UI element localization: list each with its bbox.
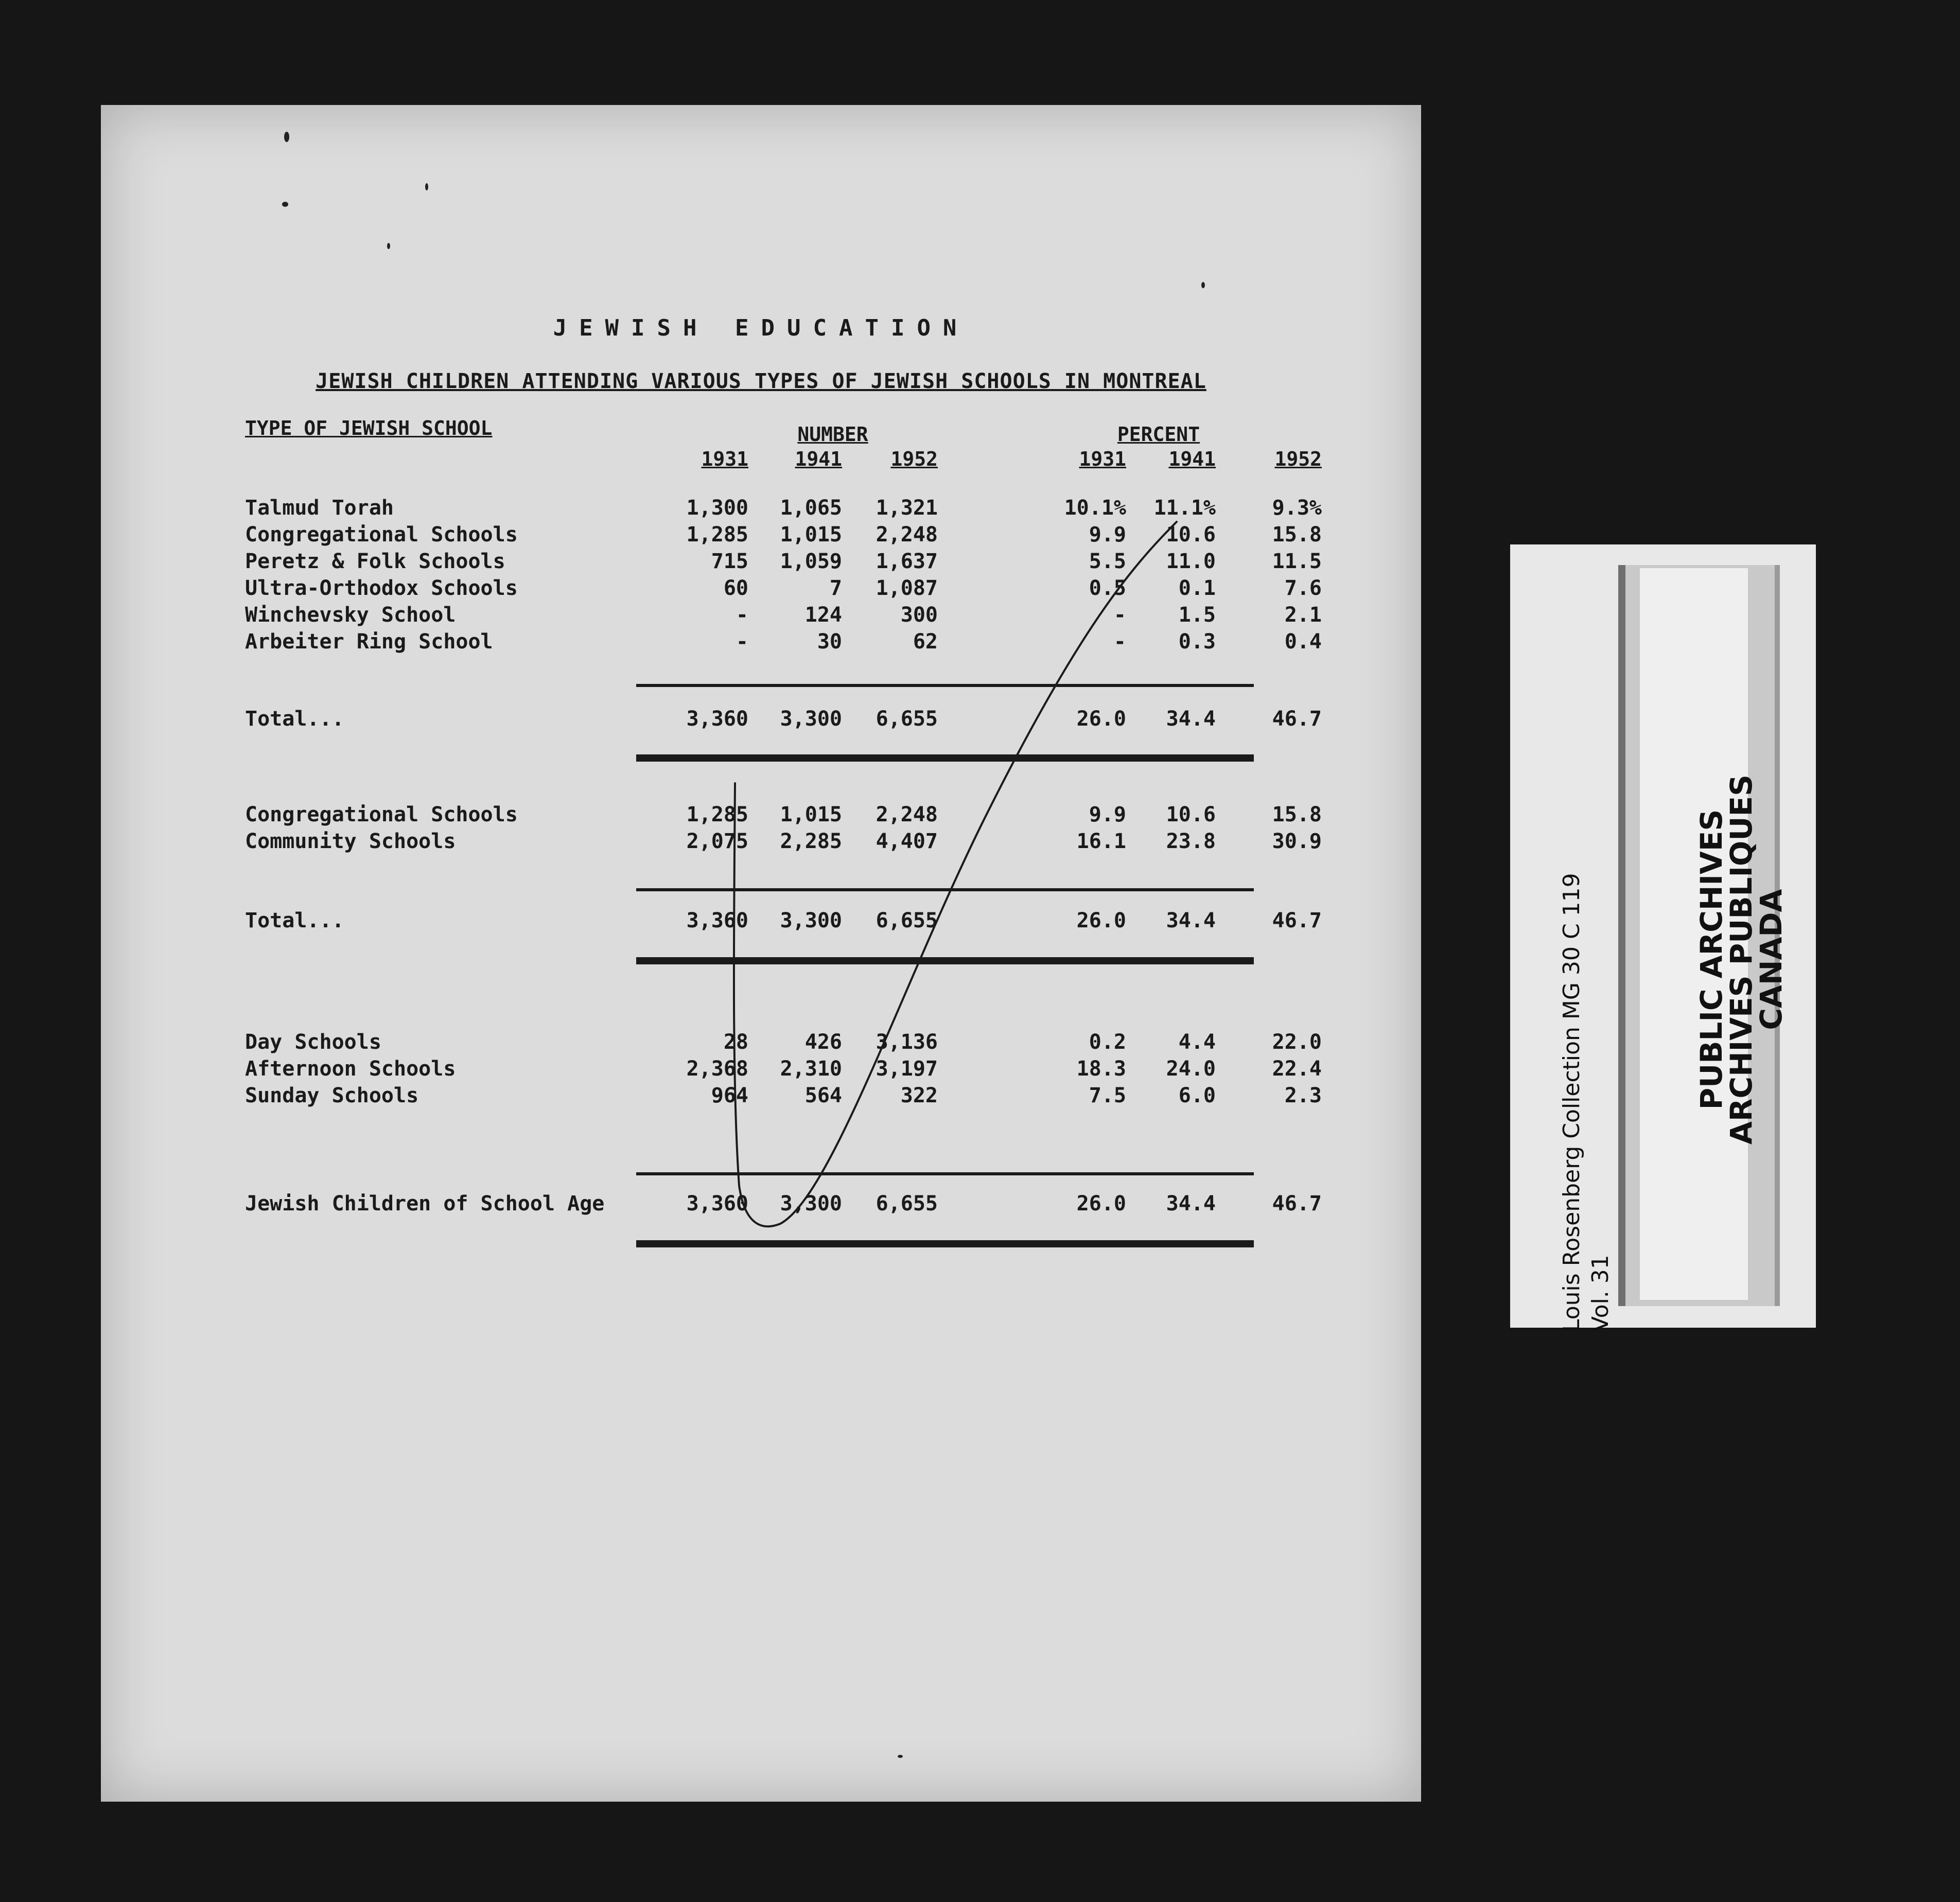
ink-speck xyxy=(387,243,390,249)
document-subtitle: JEWISH CHILDREN ATTENDING VARIOUS TYPES OF JEWISH SCHOOLS IN MONTREAL xyxy=(316,369,1206,393)
number-1941: 2,285 xyxy=(780,830,842,853)
percent-1941: 0.3 xyxy=(1178,630,1216,654)
table-row xyxy=(101,523,1421,549)
row-label: Jewish Children of School Age xyxy=(245,1192,605,1216)
number-1941: 1,015 xyxy=(780,803,842,826)
table-row xyxy=(101,576,1421,602)
ink-speck xyxy=(282,202,288,207)
number-1952: 1,637 xyxy=(876,550,938,573)
number-1952: 3,197 xyxy=(876,1057,938,1081)
number-1941: 2,310 xyxy=(780,1057,842,1081)
rule-line xyxy=(636,684,1254,687)
table-row xyxy=(101,496,1421,522)
percent-1952: 30.9 xyxy=(1272,830,1322,853)
number-1931: 964 xyxy=(711,1084,748,1107)
percent-1941: 34.4 xyxy=(1166,909,1216,932)
number-1931: 1,300 xyxy=(686,496,748,520)
percent-1941: 4.4 xyxy=(1178,1030,1216,1054)
number-1952: 6,655 xyxy=(876,707,938,731)
year-header-percent-1952: 1952 xyxy=(1274,448,1322,470)
percent-1941: 0.1 xyxy=(1178,576,1216,600)
row-label: Afternoon Schools xyxy=(245,1057,456,1081)
number-1931: - xyxy=(736,630,748,654)
number-1931: 1,285 xyxy=(686,523,748,547)
number-1941: 1,065 xyxy=(780,496,842,520)
percent-1952: 22.0 xyxy=(1272,1030,1322,1054)
number-1941: 7 xyxy=(829,576,842,600)
number-1952: 300 xyxy=(900,603,938,627)
percent-1941: 34.4 xyxy=(1166,707,1216,731)
percent-group-header: PERCENT xyxy=(1117,423,1200,446)
percent-1952: 7.6 xyxy=(1284,576,1322,600)
year-header-number-1931: 1931 xyxy=(701,448,748,470)
number-1941: 3,300 xyxy=(780,707,842,731)
document-page xyxy=(101,105,1421,1802)
table-row xyxy=(101,603,1421,629)
number-1931: 2,368 xyxy=(686,1057,748,1081)
double-rule-line xyxy=(636,754,1254,762)
percent-1952: 11.5 xyxy=(1272,550,1322,573)
number-1941: 3,300 xyxy=(780,1192,842,1216)
number-1941: 564 xyxy=(804,1084,842,1107)
row-label: Congregational Schools xyxy=(245,803,518,826)
number-group-header: NUMBER xyxy=(797,423,868,446)
percent-1931: - xyxy=(1113,630,1126,654)
pen-check-mark xyxy=(101,105,1421,1802)
row-label: Congregational Schools xyxy=(245,523,518,547)
percent-1941: 10.6 xyxy=(1166,803,1216,826)
table-row xyxy=(101,550,1421,575)
percent-1952: 15.8 xyxy=(1272,803,1322,826)
archive-stamp xyxy=(1694,774,1789,1144)
row-label: Sunday Schools xyxy=(245,1084,419,1107)
year-header-number-1941: 1941 xyxy=(795,448,842,470)
percent-1931: 26.0 xyxy=(1076,707,1126,731)
percent-1941: 10.6 xyxy=(1166,523,1216,547)
percent-1952: 15.8 xyxy=(1272,523,1322,547)
number-1952: 1,087 xyxy=(876,576,938,600)
percent-1952: 46.7 xyxy=(1272,1192,1322,1216)
row-label: Day Schools xyxy=(245,1030,381,1054)
row-label: Talmud Torah xyxy=(245,496,394,520)
percent-1931: 18.3 xyxy=(1076,1057,1126,1081)
number-1931: 60 xyxy=(723,576,748,600)
percent-1952: 46.7 xyxy=(1272,909,1322,932)
percent-1931: 0.2 xyxy=(1089,1030,1126,1054)
number-1931: 28 xyxy=(723,1030,748,1054)
percent-1941: 11.1% xyxy=(1153,496,1216,520)
percent-1952: 9.3% xyxy=(1272,496,1322,520)
percent-1941: 24.0 xyxy=(1166,1057,1216,1081)
percent-1931: 26.0 xyxy=(1076,909,1126,932)
number-1941: 124 xyxy=(804,603,842,627)
percent-1941: 6.0 xyxy=(1178,1084,1216,1107)
table-row xyxy=(101,1084,1421,1110)
percent-1941: 34.4 xyxy=(1166,1192,1216,1216)
number-1931: 3,360 xyxy=(686,1192,748,1216)
document-title: JEWISH EDUCATION xyxy=(553,315,969,341)
table-row xyxy=(101,1057,1421,1083)
stamp-line: ARCHIVES PUBLIQUES xyxy=(1724,774,1759,1144)
table-row xyxy=(101,630,1421,656)
collection-line: Louis Rosenberg Collection MG 30 C 119 xyxy=(1559,873,1585,1332)
stamp-line: PUBLIC ARCHIVES xyxy=(1694,809,1729,1110)
ink-speck xyxy=(1201,282,1205,288)
percent-1941: 1.5 xyxy=(1178,603,1216,627)
number-1952: 3,136 xyxy=(876,1030,938,1054)
number-1952: 4,407 xyxy=(876,830,938,853)
number-1952: 62 xyxy=(913,630,938,654)
archive-stamp-panel xyxy=(1640,568,1789,1300)
double-rule-line xyxy=(636,1240,1254,1247)
year-header-percent-1931: 1931 xyxy=(1079,448,1126,470)
number-1931: 3,360 xyxy=(686,707,748,731)
number-1941: 1,059 xyxy=(780,550,842,573)
table-row xyxy=(101,830,1421,855)
double-rule-line xyxy=(636,957,1254,964)
percent-1931: 26.0 xyxy=(1076,1192,1126,1216)
number-1952: 2,248 xyxy=(876,803,938,826)
ink-speck xyxy=(284,132,289,142)
percent-1931: 9.9 xyxy=(1089,523,1126,547)
number-1931: - xyxy=(736,603,748,627)
table-row xyxy=(101,803,1421,829)
number-1931: 3,360 xyxy=(686,909,748,932)
row-label: Arbeiter Ring School xyxy=(245,630,493,654)
row-label: Ultra-Orthodox Schools xyxy=(245,576,518,600)
collection-reference xyxy=(1557,873,1615,1332)
archive-stamp-band xyxy=(1618,565,1789,1306)
percent-1952: 46.7 xyxy=(1272,707,1322,731)
stamp-line: CANADA xyxy=(1754,889,1789,1030)
percent-1952: 2.1 xyxy=(1284,603,1322,627)
number-1952: 2,248 xyxy=(876,523,938,547)
percent-1941: 23.8 xyxy=(1166,830,1216,853)
percent-1952: 2.3 xyxy=(1284,1084,1322,1107)
number-1941: 3,300 xyxy=(780,909,842,932)
number-1931: 1,285 xyxy=(686,803,748,826)
row-label: Total... xyxy=(245,707,344,731)
ink-speck xyxy=(425,183,428,190)
total-row xyxy=(101,909,1421,935)
percent-1931: 9.9 xyxy=(1089,803,1126,826)
percent-1952: 0.4 xyxy=(1284,630,1322,654)
rule-line xyxy=(636,1172,1254,1175)
percent-1952: 22.4 xyxy=(1272,1057,1322,1081)
percent-1931: 10.1% xyxy=(1064,496,1126,520)
number-1952: 6,655 xyxy=(876,1192,938,1216)
volume-line: Vol. 31 xyxy=(1587,1255,1614,1332)
number-1931: 715 xyxy=(711,550,748,573)
percent-1931: 7.5 xyxy=(1089,1084,1126,1107)
number-1952: 1,321 xyxy=(876,496,938,520)
row-label: Winchevsky School xyxy=(245,603,456,627)
year-header-number-1952: 1952 xyxy=(890,448,938,470)
number-1952: 6,655 xyxy=(876,909,938,932)
archive-label-strip xyxy=(1510,544,1816,1332)
table-row xyxy=(101,1030,1421,1056)
percent-1941: 11.0 xyxy=(1166,550,1216,573)
number-1952: 322 xyxy=(900,1084,938,1107)
number-1941: 426 xyxy=(804,1030,842,1054)
row-label: Community Schools xyxy=(245,830,456,853)
percent-1931: 16.1 xyxy=(1076,830,1126,853)
total-row xyxy=(101,1192,1421,1218)
row-label: Total... xyxy=(245,909,344,932)
percent-1931: 5.5 xyxy=(1089,550,1126,573)
number-1931: 2,075 xyxy=(686,830,748,853)
total-row xyxy=(101,707,1421,733)
year-header-percent-1941: 1941 xyxy=(1168,448,1216,470)
percent-1931: - xyxy=(1113,603,1126,627)
type-column-header: TYPE OF JEWISH SCHOOL xyxy=(245,417,493,439)
rule-line xyxy=(636,888,1254,891)
row-label: Peretz & Folk Schools xyxy=(245,550,505,573)
percent-1931: 0.5 xyxy=(1089,576,1126,600)
number-1941: 30 xyxy=(817,630,842,654)
number-1941: 1,015 xyxy=(780,523,842,547)
ink-speck xyxy=(898,1755,903,1758)
